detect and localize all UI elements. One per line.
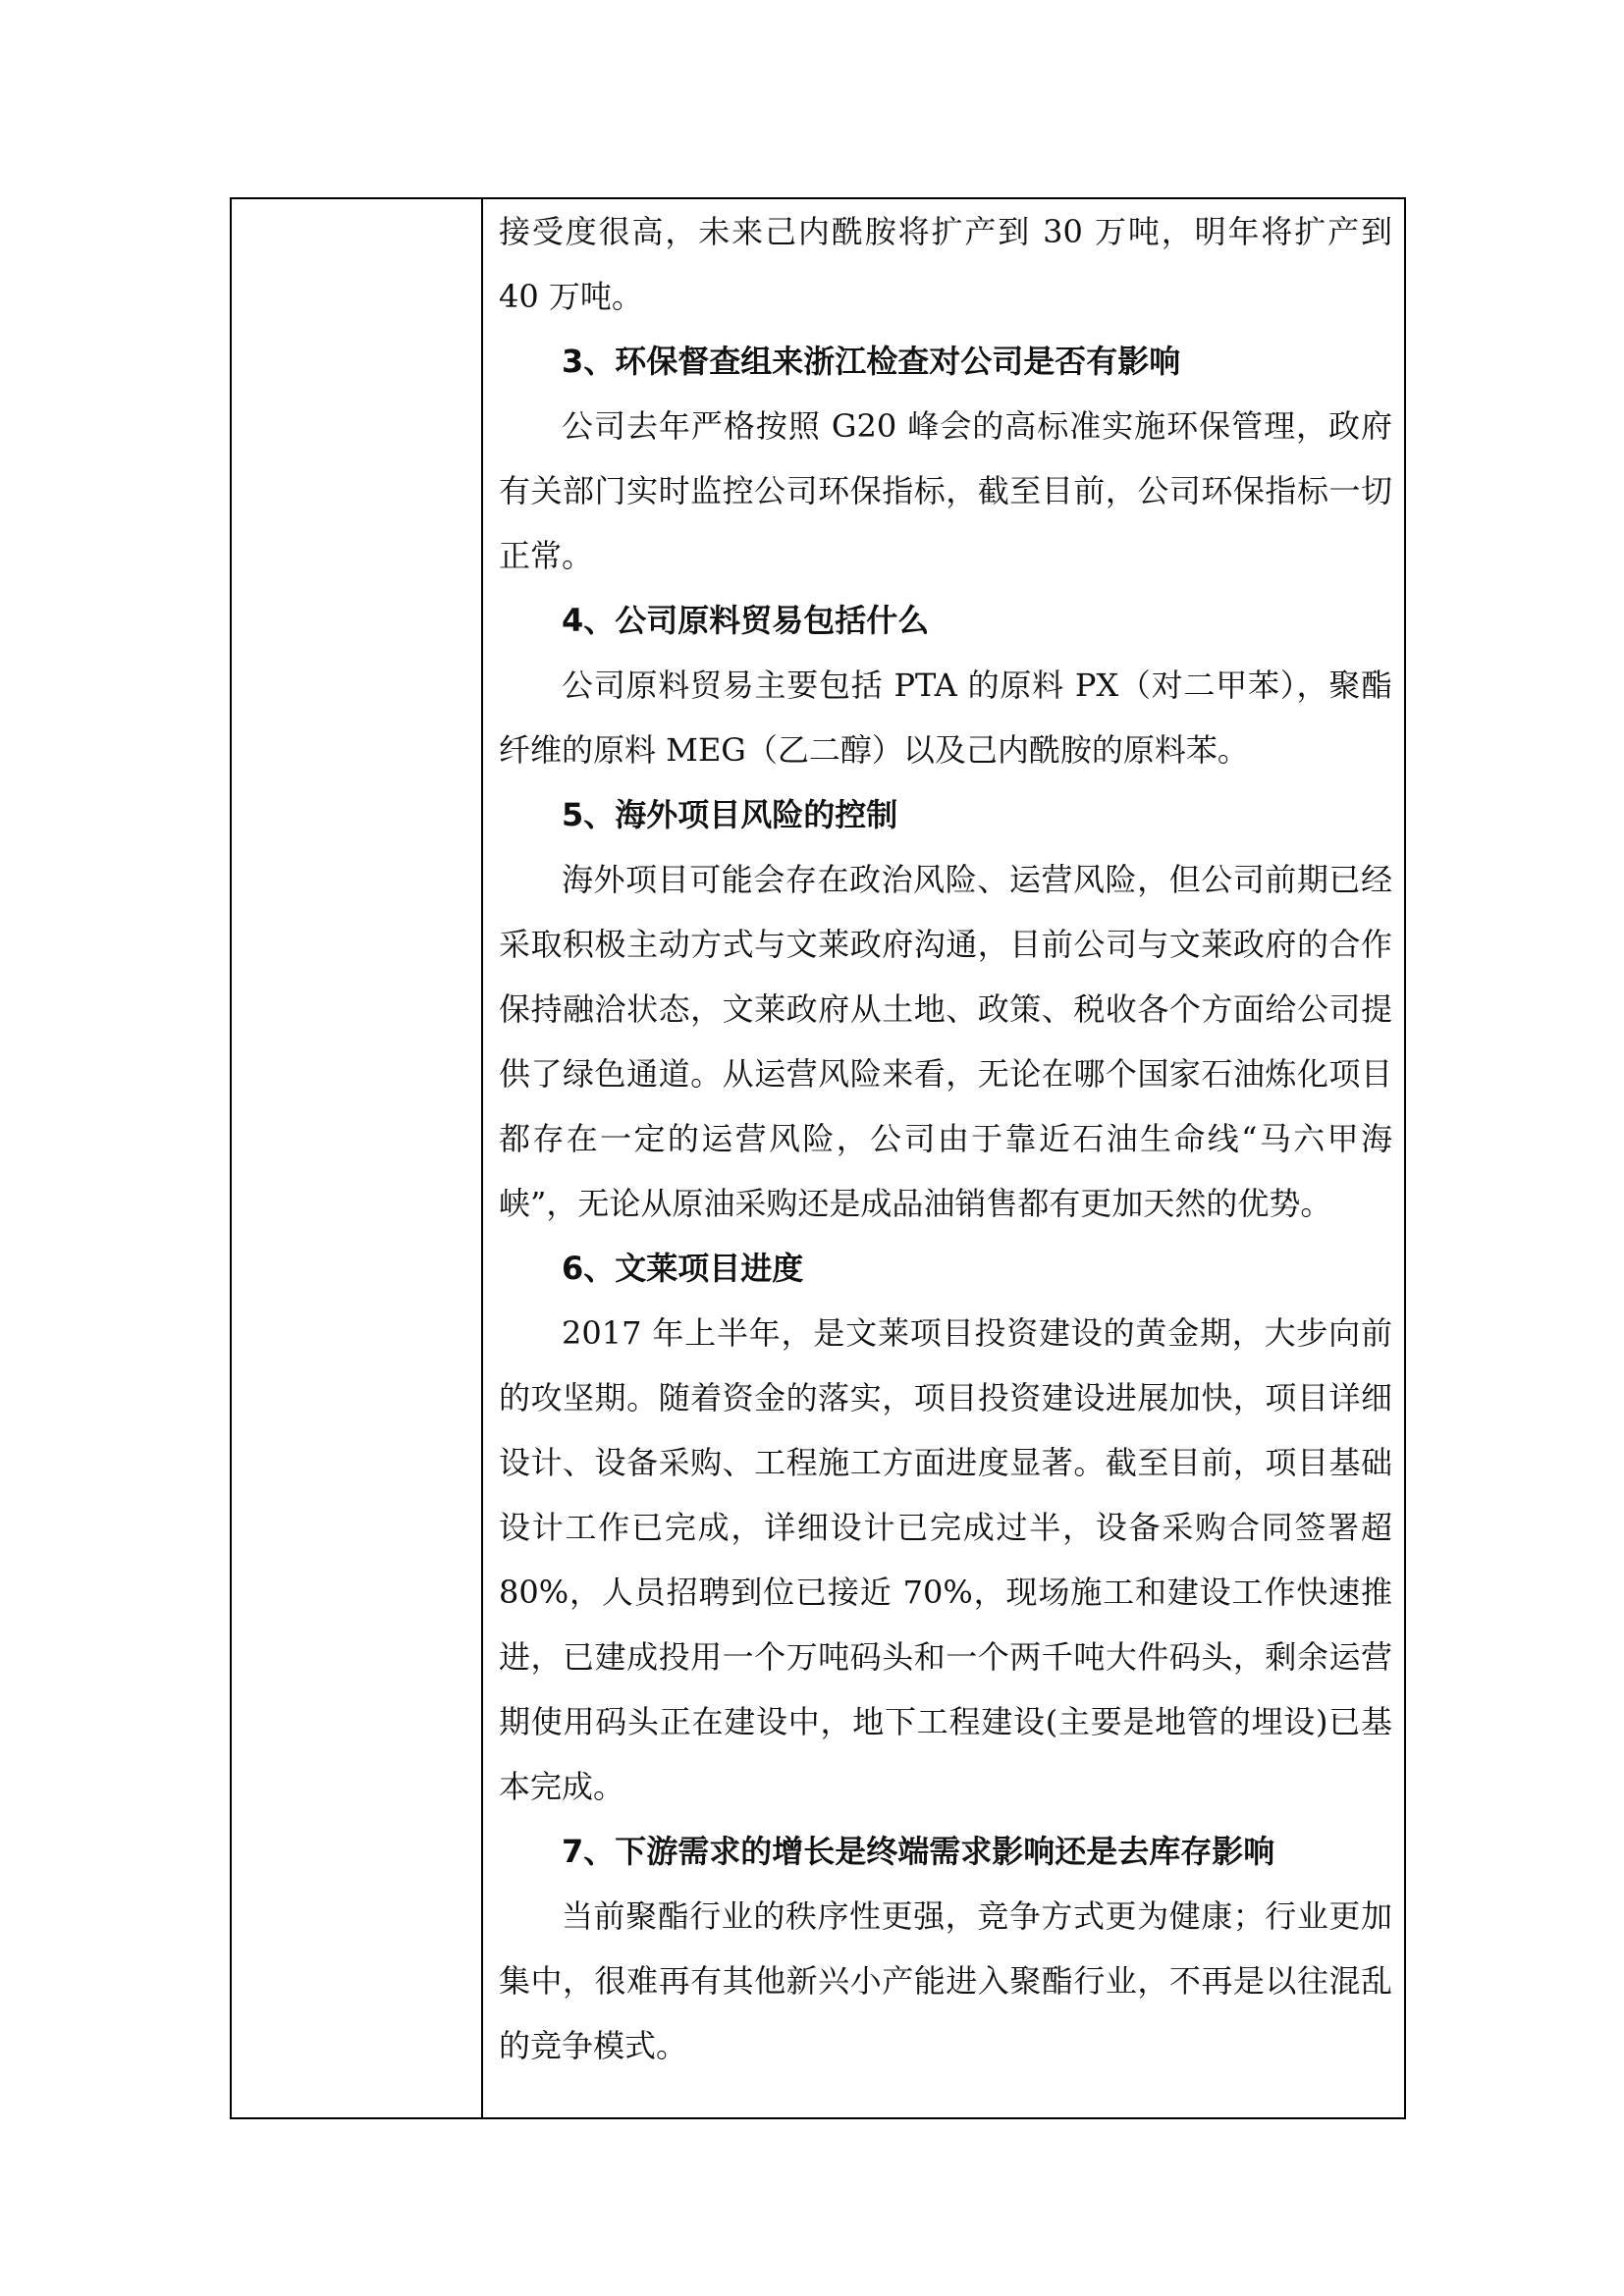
section-heading-5: 5、海外项目风险的控制 [562, 796, 898, 833]
label-cell [232, 199, 481, 2117]
paragraph-overseas-risk: 海外项目可能会存在政治风险、运营风险，但公司前期已经采取积极主动方式与文莱政府沟通，目前公司与文莱政府的合作保持融洽状态，文莱政府从土地、政策、税收各个方面给公司提供了绿色通道。从运营风险来看，无论在哪个国家石油炼化项目都存在一定的运营风险，公司由于靠近石油生命线“马六甲海峡”，无论从原油采购还是成品油销售都有更加天然的优势。 [499, 861, 1392, 1222]
section-heading-7: 7、下游需求的增长是终端需求影响还是去库存影响 [562, 1833, 1275, 1870]
paragraph-downstream-demand: 当前聚酯行业的秩序性更强，竞争方式更为健康；行业更加集中，很难再有其他新兴小产能进入聚酯行业，不再是以往混乱的竞争模式。 [499, 1897, 1392, 2064]
paragraph-continued: 接受度很高，未来己内酰胺将扩产到 30 万吨，明年将扩产到 40 万吨。 [499, 213, 1392, 315]
paragraph-brunei-progress: 2017 年上半年，是文莱项目投资建设的黄金期，大步向前的攻坚期。随着资金的落实，项目投资建设进展加快，项目详细设计、设备采购、工程施工方面进度显著。截至目前，项目基础设计工作已完成，详细设计已完成过半，设备采购合同签署超 80%，人员招聘到位已接近 70%，现场施工和建设工作快速推进，已建成投用一个万吨码头和一个两千吨大件码头，剩余运营期使用码头正在建设中，地下工程建设(主要是地管的埋设)已基本完成。 [499, 1314, 1392, 1805]
column-divider [481, 199, 483, 2117]
section-heading-6: 6、文莱项目进度 [562, 1250, 804, 1287]
paragraph-raw-materials: 公司原料贸易主要包括 PTA 的原料 PX（对二甲苯），聚酯纤维的原料 MEG（乙二醇）以及己内酰胺的原料苯。 [499, 667, 1392, 769]
content-cell [499, 199, 1392, 2078]
paragraph-environment: 公司去年严格按照 G20 峰会的高标准实施环保管理，政府有关部门实时监控公司环保指标，截至目前，公司环保指标一切正常。 [499, 407, 1392, 574]
section-heading-4: 4、公司原料贸易包括什么 [562, 602, 930, 639]
section-heading-3: 3、环保督查组来浙江检查对公司是否有影响 [562, 343, 1181, 380]
document-table [230, 197, 1406, 2119]
